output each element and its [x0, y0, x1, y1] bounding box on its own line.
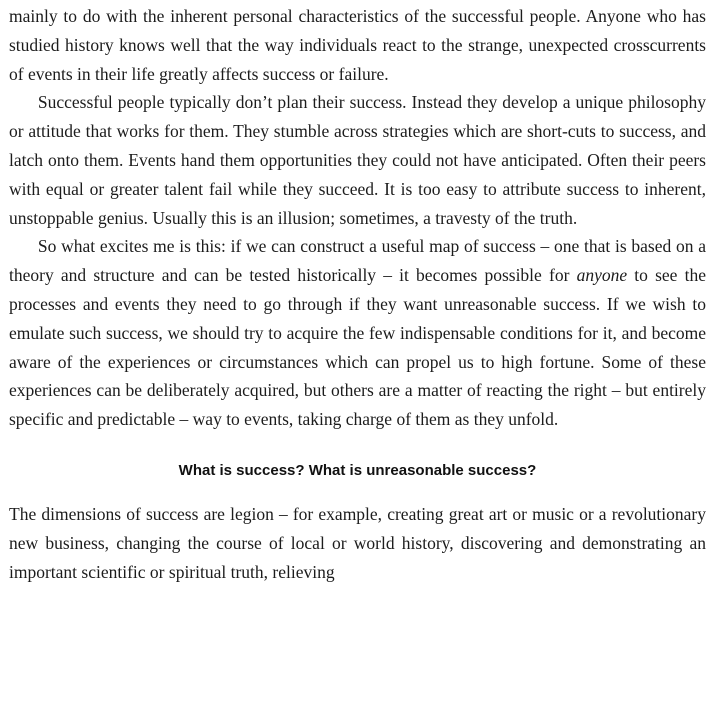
paragraph [9, 88, 706, 232]
paragraph-continuation [9, 2, 706, 88]
section-heading: What is success? What is unreasonable success? [178, 461, 537, 479]
paragraph [9, 232, 706, 434]
paragraph-text: mainly to do with the inherent personal characteristics of the successful people. Anyone who has studied history knows well that the way individuals react to the strange, unexpected crosscurrents of events in their life greatly affects success or failure. [9, 6, 706, 84]
paragraph-text: to see the processes and events they need to go through if they want unreasonable success. If we wish to emulate such success, we should try to acquire the few indispensable conditions for it, and become aware of the experiences or circumstances which can propel us to high fortune. Some of these experiences can be deliberately acquired, but others are a matter of reacting the right – but entirely specific and predictable – way to events, taking charge of them as they unfold. [9, 265, 706, 430]
emphasized-word: anyone [576, 265, 628, 286]
paragraph-text: Successful people typically don’t plan their success. Instead they develop a unique philosophy or attitude that works for them. They stumble across strategies which are short-cuts to success, and latch onto them. Events hand them opportunities they could not have anticipated. Often their peers with equal or greater talent fail while they succeed. It is too easy to attribute success to inherent, unstoppable genius. Usually this is an illusion; sometimes, a travesty of the truth. [9, 92, 706, 228]
paragraph-text: The dimensions of success are legion – for example, creating great art or music or a revolutionary new business, changing the course of local or world history, discovering and demonstrating an important scientific or spiritual truth, relieving [9, 503, 706, 582]
paragraph-text: So what excites me is this: if we can construct a useful map of success – one that is based on a theory and structure and can be tested historically – it becomes possible for [9, 236, 706, 286]
paragraph [9, 500, 706, 586]
